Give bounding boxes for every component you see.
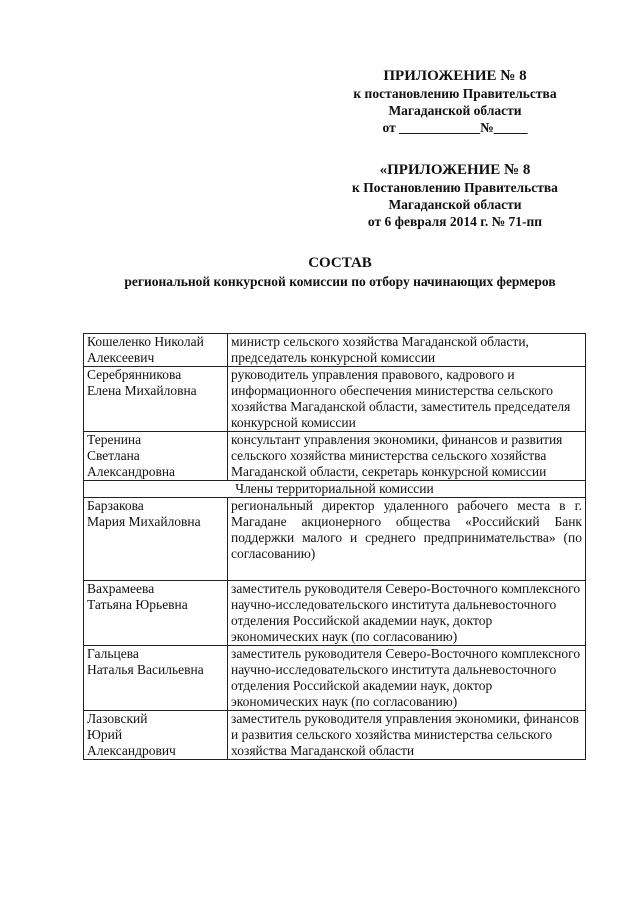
table-row <box>84 367 586 432</box>
member-name: Гальцева Наталья Васильевна <box>84 646 228 711</box>
table-row <box>84 646 586 711</box>
appendix-number: ПРИЛОЖЕНИЕ № 8 <box>383 68 527 84</box>
table-row <box>84 432 586 481</box>
original-appendix-number: «ПРИЛОЖЕНИЕ № 8 <box>379 162 531 178</box>
table-row <box>84 334 586 367</box>
member-name: Теренина Светлана Александровна <box>84 432 228 481</box>
document-title: СОСТАВ <box>308 255 372 271</box>
member-name: Серебрянникова Елена Михайловна <box>84 367 228 432</box>
original-region: Магаданской области <box>388 197 522 212</box>
appendix-header <box>300 68 610 136</box>
appendix-region: Магаданской области <box>388 103 522 118</box>
appendix-resolution-ref: к постановлению Правительства <box>353 86 557 101</box>
original-resolution-ref: к Постановлению Правительства <box>352 180 558 195</box>
member-role-text: региональный директор удаленного рабочего места в г. Магадане акционерного общества «Российский Банк поддержки малого и среднего предпринимательства» (по согласованию) <box>231 498 582 561</box>
member-role: министр сельского хозяйства Магаданской области, председатель конкурсной комиссии <box>228 334 586 367</box>
original-appendix-header <box>300 162 610 230</box>
commission-table <box>83 333 586 760</box>
member-role: консультант управления экономики, финансов и развития сельского хозяйства министерства сельского хозяйства Магаданской области, секретарь конкурсной комиссии <box>228 432 586 481</box>
table-row <box>84 581 586 646</box>
document-subtitle: региональной конкурсной комиссии по отбору начинающих фермеров <box>124 274 556 289</box>
member-name: Кошеленко Николай Алексеевич <box>84 334 228 367</box>
original-resolution-date: от 6 февраля 2014 г. № 71-пп <box>367 214 543 229</box>
section-label: Члены территориальной комиссии <box>84 481 586 498</box>
member-role: заместитель руководителя управления экономики, финансов и развития сельского хозяйства министерства сельского хозяйства Магаданской области <box>228 711 586 760</box>
appendix-date-blank: от ____________№_____ <box>382 120 528 135</box>
table-row <box>84 711 586 760</box>
member-role: заместитель руководителя Северо-Восточного комплексного научно-исследовательского института дальневосточного отделения Российской академии наук, доктор экономических наук (по согласованию) <box>228 646 586 711</box>
member-name: Вахрамеева Татьяна Юрьевна <box>84 581 228 646</box>
table-row <box>84 498 586 581</box>
member-name: Барзакова Мария Михайловна <box>84 498 228 581</box>
member-name: Лазовский Юрий Александрович <box>84 711 228 760</box>
member-role <box>228 498 586 581</box>
member-role: заместитель руководителя Северо-Восточного комплексного научно-исследовательского института дальневосточного отделения Российской академии наук, доктор экономических наук (по согласованию) <box>228 581 586 646</box>
member-role: руководитель управления правового, кадрового и информационного обеспечения министерства сельского хозяйства Магаданской области, заместитель председателя конкурсной комиссии <box>228 367 586 432</box>
section-row <box>84 481 586 498</box>
